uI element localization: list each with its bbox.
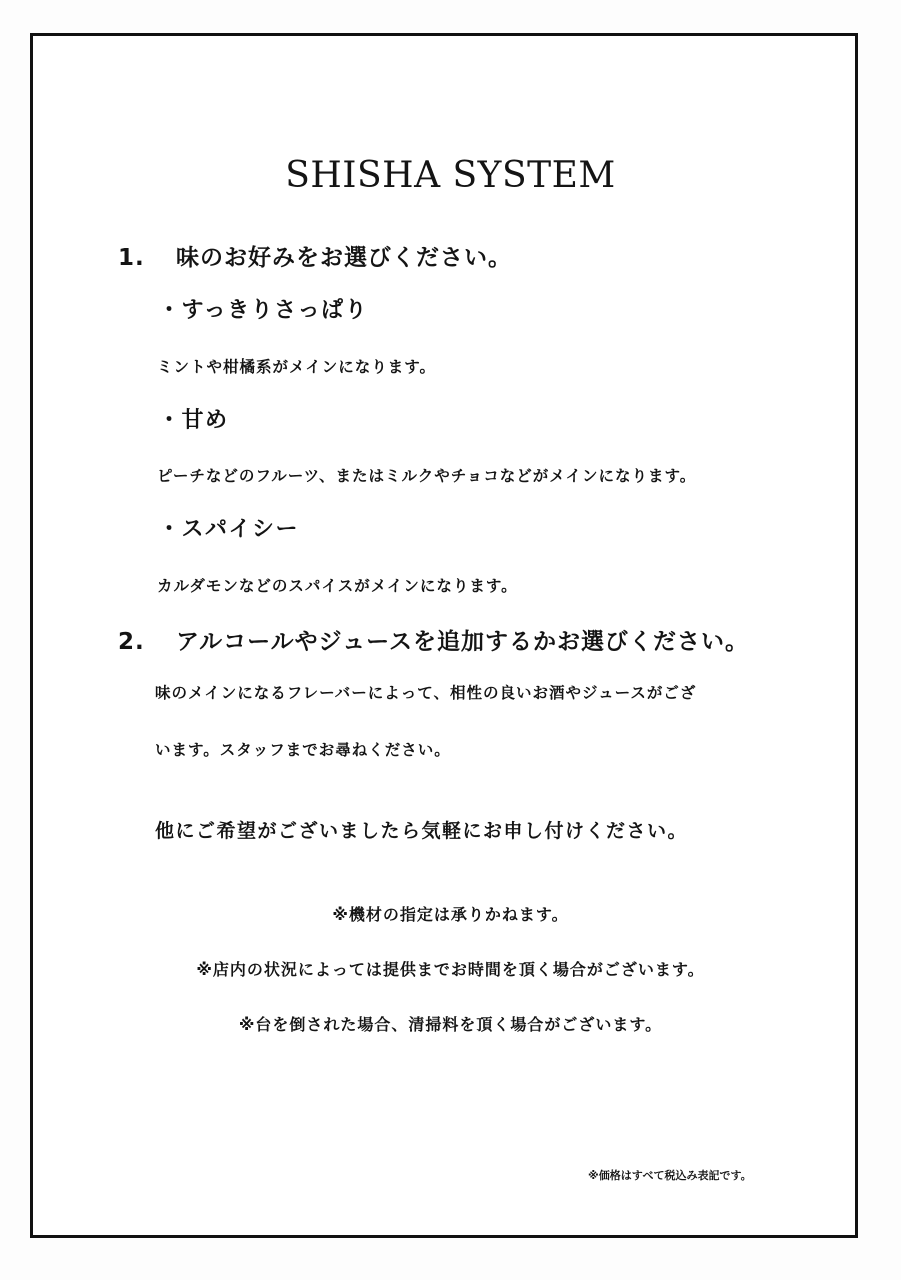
option-refreshing-description: ミントや柑橘系がメインになります。 bbox=[157, 358, 436, 376]
option-sweet-label: ・甘め bbox=[158, 408, 229, 433]
option-spicy-description: カルダモンなどのスパイスがメインになります。 bbox=[157, 577, 518, 595]
section-1-title: 味のお好みをお選びください。 bbox=[176, 245, 512, 271]
section-2-description-line-2: います。スタッフまでお尋ねください。 bbox=[155, 741, 451, 759]
option-refreshing-label: ・すっきりさっぱり bbox=[158, 298, 369, 323]
option-spicy-label: ・スパイシー bbox=[158, 517, 300, 542]
note-equipment: ※機材の指定は承りかねます。 bbox=[332, 905, 569, 924]
note-cleaning-fee: ※台を倒された場合、清掃料を頂く場合がございます。 bbox=[238, 1015, 663, 1034]
option-sweet-description: ピーチなどのフルーツ、またはミルクやチョコなどがメインになります。 bbox=[157, 467, 697, 485]
section-2-heading bbox=[118, 626, 749, 658]
note-wait-time: ※店内の状況によっては提供までお時間を頂く場合がございます。 bbox=[196, 960, 705, 979]
section-2-title: アルコールやジュースを追加するかお選びください。 bbox=[176, 629, 750, 655]
section-1-number: 1. bbox=[118, 245, 145, 271]
page-title: SHISHA SYSTEM bbox=[285, 155, 616, 196]
tax-footnote: ※価格はすべて税込み表記です。 bbox=[588, 1169, 752, 1182]
section-2-description-line-1: 味のメインになるフレーバーによって、相性の良いお酒やジュースがござ bbox=[155, 684, 697, 702]
section-2-number: 2. bbox=[118, 629, 145, 655]
closing-message: 他にご希望がございましたら気軽にお申し付けください。 bbox=[155, 820, 689, 842]
section-1-heading bbox=[118, 242, 512, 274]
